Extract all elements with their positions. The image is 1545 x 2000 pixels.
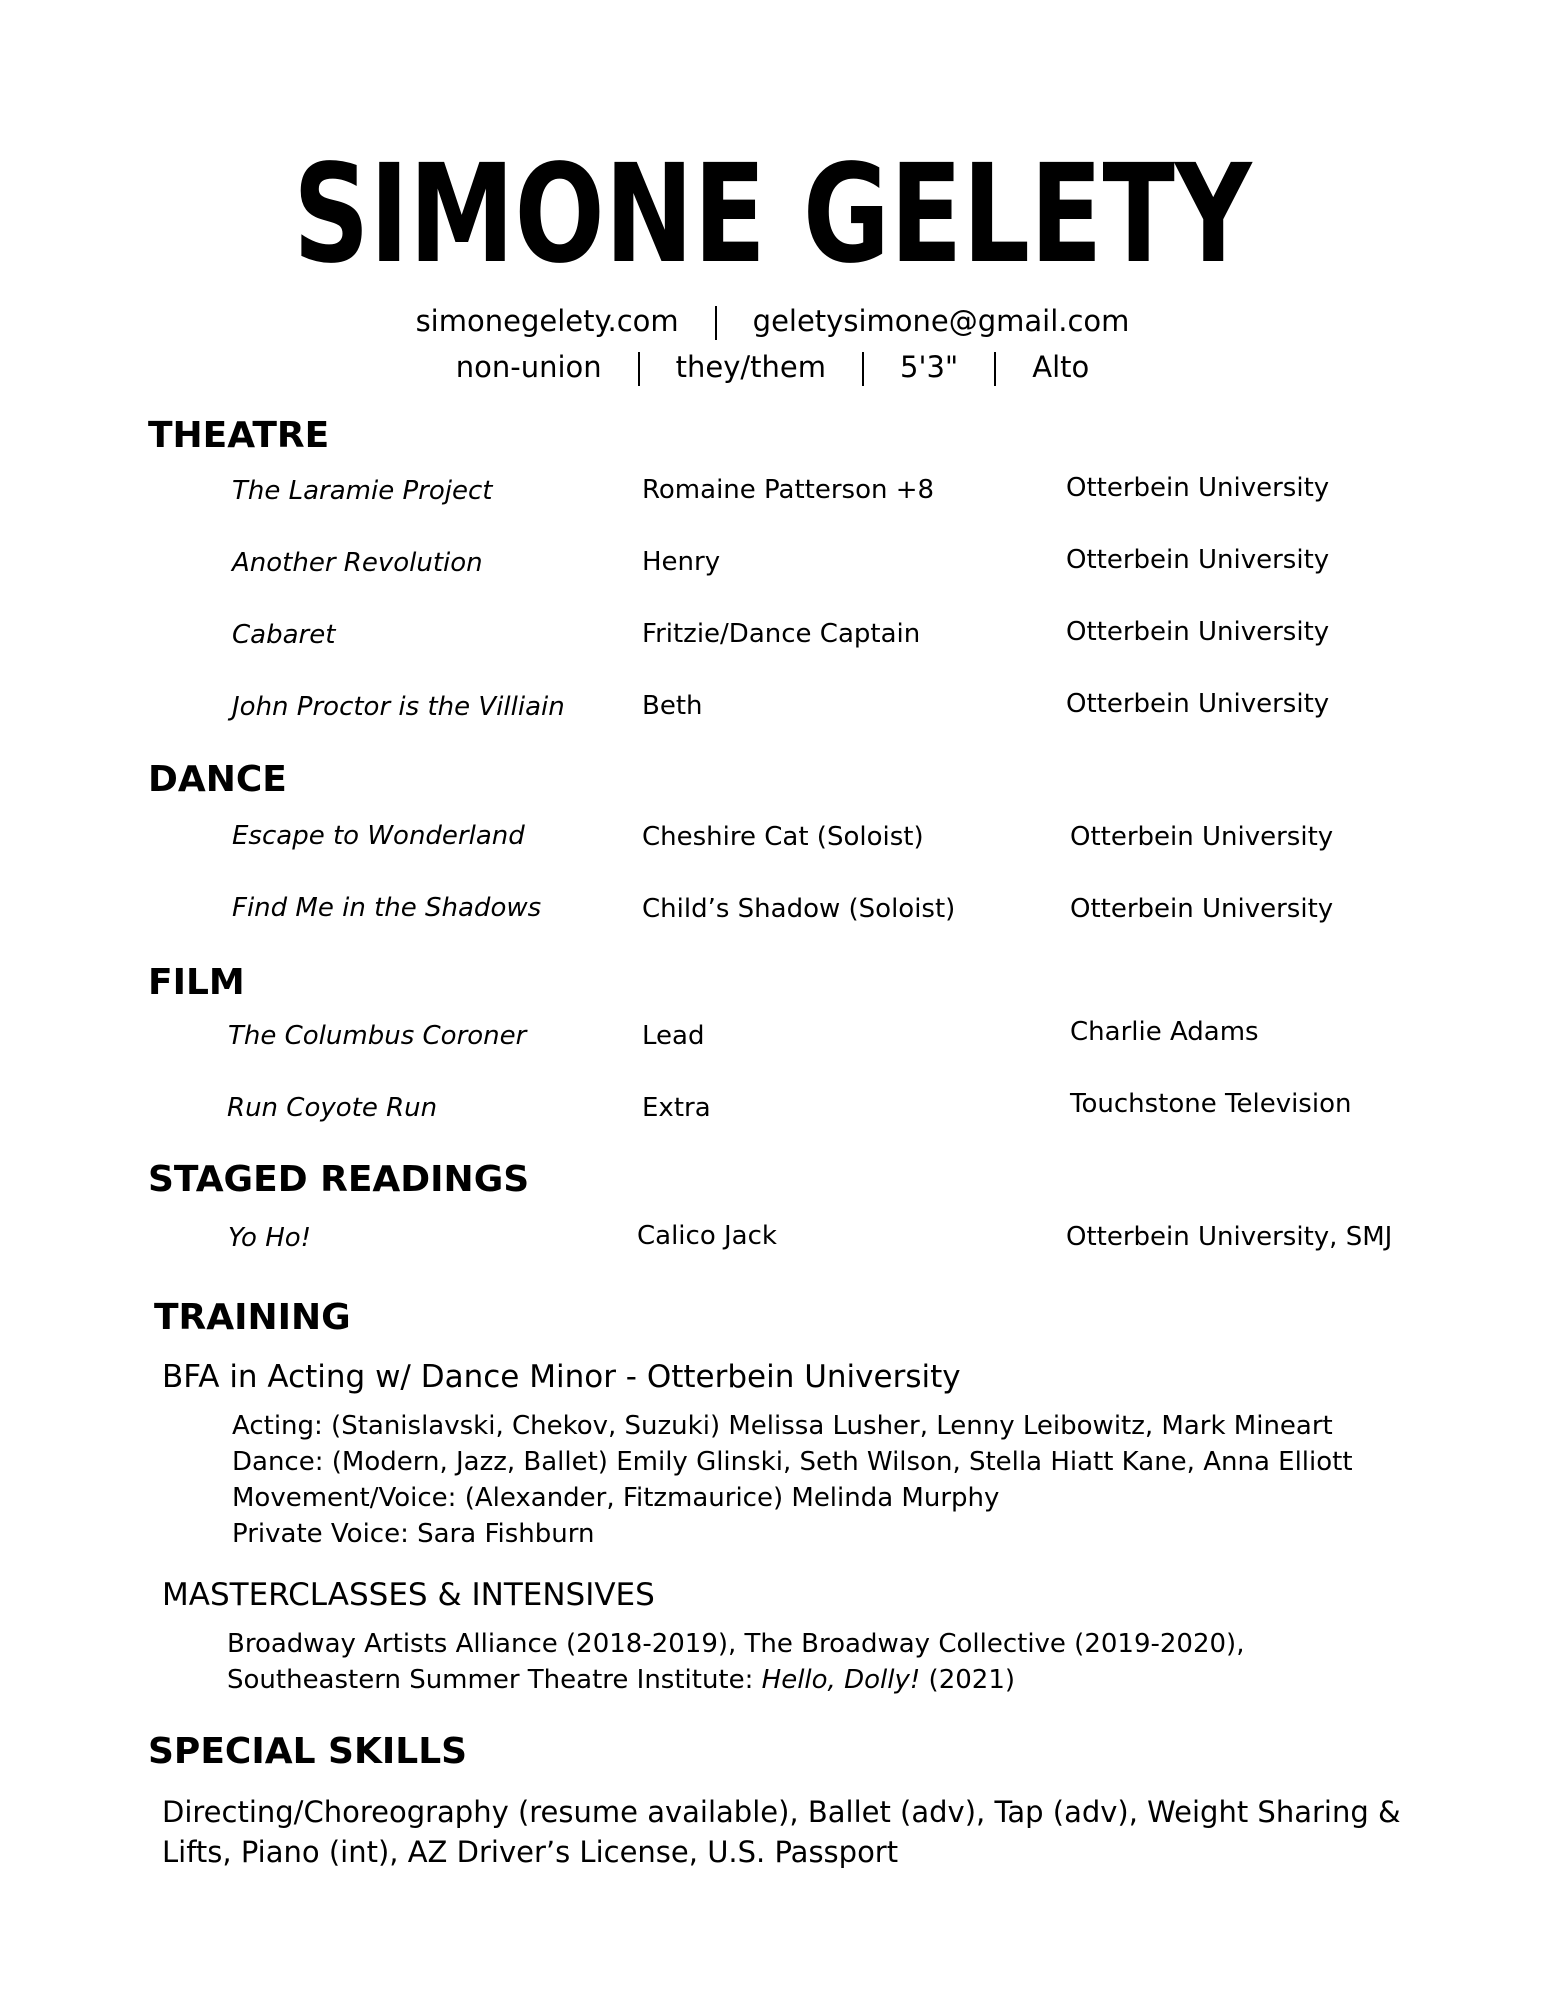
contact-line-stats [0, 347, 1545, 387]
pronouns: they/them [675, 350, 827, 384]
credit-show: Yo Ho! [228, 1223, 312, 1253]
credit-show: Escape to Wonderland [232, 821, 525, 851]
credit-show: John Proctor is the Villiain [232, 692, 565, 722]
training-line: Movement/Voice: (Alexander, Fitzmaurice) Melinda Murphy [232, 1483, 1000, 1513]
credit-venue: Otterbein University [1066, 617, 1330, 647]
section-title-theatre: THEATRE [148, 415, 330, 456]
masterclasses-line: Broadway Artists Alliance (2018-2019), The Broadway Collective (2019-2020), [227, 1629, 1245, 1659]
voice-type: Alto [1032, 350, 1090, 384]
training-line: Private Voice: Sara Fishburn [232, 1519, 595, 1549]
email-link[interactable]: geletysimone@gmail.com [752, 304, 1130, 338]
credit-role: Extra [642, 1093, 711, 1123]
credit-role: Fritzie/Dance Captain [642, 619, 921, 649]
credit-venue: Otterbein University [1066, 689, 1330, 719]
credit-venue: Otterbein University [1070, 894, 1334, 924]
masterclass-text: Southeastern Summer Theatre Institute: [227, 1665, 762, 1695]
credit-show: Run Coyote Run [227, 1093, 438, 1123]
section-title-dance: DANCE [148, 759, 287, 800]
credit-show: Find Me in the Shadows [232, 893, 542, 923]
contact-line-web [0, 301, 1545, 341]
credit-show: The Columbus Coroner [228, 1021, 527, 1051]
credit-role: Romaine Patterson +8 [642, 475, 935, 505]
credit-venue: Touchstone Television [1070, 1089, 1352, 1119]
masterclasses-heading: MASTERCLASSES & INTENSIVES [162, 1577, 655, 1613]
masterclass-year: (2021) [920, 1665, 1016, 1695]
masterclass-show-title: Hello, Dolly! [761, 1665, 921, 1695]
training-line: Dance: (Modern, Jazz, Ballet) Emily Glinski, Seth Wilson, Stella Hiatt Kane, Anna Elliott [232, 1447, 1353, 1477]
credit-show: Cabaret [232, 620, 336, 650]
masterclasses-line [227, 1662, 1015, 1698]
credit-venue: Otterbein University [1066, 545, 1330, 575]
credit-role: Lead [642, 1021, 705, 1051]
union-status: non-union [455, 350, 602, 384]
height: 5'3" [900, 350, 959, 384]
credit-role: Henry [642, 547, 721, 577]
training-line: Acting: (Stanislavski, Chekov, Suzuki) Melissa Lusher, Lenny Leibowitz, Mark Mineart [232, 1411, 1333, 1441]
divider [862, 352, 864, 386]
section-title-film: FILM [148, 962, 245, 1003]
performer-name: SIMONE GELETY [293, 136, 1252, 294]
credit-role: Child’s Shadow (Soloist) [642, 894, 956, 924]
degree: BFA in Acting w/ Dance Minor - Otterbein University [162, 1359, 961, 1395]
divider [715, 306, 717, 340]
credit-show: The Laramie Project [232, 476, 493, 506]
credit-role: Calico Jack [637, 1221, 777, 1251]
divider [994, 352, 996, 386]
credit-role: Beth [642, 691, 703, 721]
credit-venue: Otterbein University [1066, 473, 1330, 503]
website-link[interactable]: simonegelety.com [415, 304, 679, 338]
credit-role: Cheshire Cat (Soloist) [642, 822, 924, 852]
credit-show: Another Revolution [232, 548, 483, 578]
special-skills-text: Directing/Choreography (resume available), Ballet (adv), Tap (adv), Weight Sharing & Lifts, Piano (int), AZ Driver’s License, U.S. Passport [162, 1795, 1401, 1869]
section-title-training: TRAINING [154, 1297, 351, 1338]
section-title-staged-readings: STAGED READINGS [148, 1159, 530, 1200]
credit-venue: Otterbein University [1070, 822, 1334, 852]
divider [638, 352, 640, 386]
credit-venue: Charlie Adams [1070, 1017, 1259, 1047]
credit-venue: Otterbein University, SMJ [1066, 1222, 1393, 1252]
section-title-special-skills: SPECIAL SKILLS [148, 1731, 468, 1772]
